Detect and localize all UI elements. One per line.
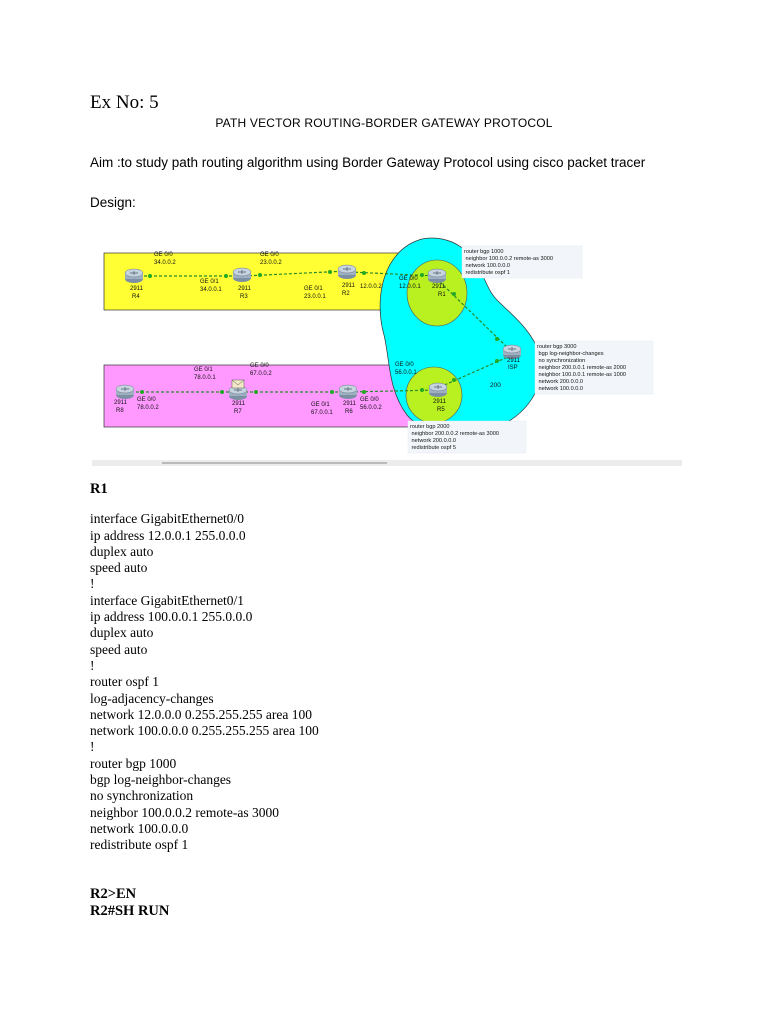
config-line: network 100.0.0.0 [90, 820, 189, 836]
config-line: no synchronization [90, 788, 194, 804]
config-line: ! [90, 657, 95, 673]
r1-heading: R1 [90, 481, 108, 497]
port-name: GE 0/1 [311, 402, 330, 408]
note-line: network 200.0.0.0 [537, 379, 584, 385]
port-dot [452, 292, 456, 296]
note-line: router bgp 2000 [410, 424, 450, 430]
note-line: redistribute ospf 5 [410, 445, 457, 451]
r2-commands [90, 886, 169, 920]
config-line: speed auto [90, 641, 148, 657]
port-dot [495, 359, 499, 363]
r1-config-lines [90, 511, 319, 853]
config-line: redistribute ospf 1 [90, 837, 189, 853]
config-line: bgp log-neighbor-changes [90, 772, 232, 788]
port-dot [148, 274, 152, 278]
port-dot [420, 273, 424, 277]
port-dot [254, 390, 258, 394]
config-line: duplex auto [90, 625, 154, 641]
port-dot [362, 271, 366, 275]
port-dot [452, 378, 456, 382]
router-name: R5 [437, 407, 445, 413]
r2-command-line: R2>EN [90, 886, 137, 902]
port-ip: 78.0.0.1 [194, 375, 216, 381]
note-line: network 200.0.0.0 [410, 438, 457, 444]
router-name: ISP [508, 365, 518, 371]
config-line: ip address 12.0.0.1 255.0.0.0 [90, 527, 246, 543]
as-label: 200 [490, 382, 501, 389]
port-dot [362, 390, 366, 394]
design-label: Design: [90, 195, 136, 210]
port-dot [495, 337, 499, 341]
router-name: R7 [234, 409, 242, 415]
port-dot [220, 390, 224, 394]
router-name: R8 [116, 408, 124, 414]
router-model: 2911 [232, 401, 245, 407]
port-name: GE 0/0 [360, 397, 379, 403]
router-model: 2911 [238, 286, 251, 292]
router-name: R6 [345, 409, 353, 415]
port-ip: 23.0.0.1 [304, 294, 326, 300]
config-line: log-adjacency-changes [90, 690, 214, 706]
config-line: ! [90, 576, 95, 592]
config-line: network 100.0.0.0 0.255.255.255 area 100 [90, 723, 319, 739]
note-line: router bgp 3000 [537, 344, 577, 350]
port-name: GE 0/0 [395, 362, 414, 368]
port-name: GE 0/0 [399, 276, 418, 282]
router-name: R1 [438, 292, 446, 298]
port-name: GE 0/0 [137, 397, 156, 403]
network-topology-diagram [92, 230, 682, 466]
note-line: bgp log-neighbor-changes [537, 351, 604, 357]
config-line: ! [90, 739, 95, 755]
port-name: GE 0/0 [250, 363, 269, 369]
port-ip: 67.0.0.2 [250, 371, 272, 377]
router-model: 2911 [114, 400, 127, 406]
port-name: GE 0/0 [154, 252, 173, 258]
router-name: R2 [342, 291, 350, 297]
port-dot [330, 390, 334, 394]
port-ip: 34.0.0.2 [154, 260, 176, 266]
note-line: neighbor 100.0.0.2 remote-as 3000 [464, 256, 553, 262]
exercise-number: Ex No: 5 [90, 92, 159, 113]
config-line: speed auto [90, 560, 148, 576]
config-line: ip address 100.0.0.1 255.0.0.0 [90, 609, 253, 625]
port-dot [224, 274, 228, 278]
isp-bgp-note [535, 341, 653, 394]
r5-bgp-note [408, 421, 526, 453]
router-model: 2911 [130, 286, 143, 292]
port-ip: 12.0.0.2 [360, 284, 382, 290]
port-ip: 67.0.0.1 [311, 410, 333, 416]
r2-command-line: R2#SH RUN [90, 903, 170, 919]
router-model: 2911 [507, 358, 520, 364]
router-model: 2911 [433, 399, 446, 405]
port-dot [258, 273, 262, 277]
r1-config-section [90, 481, 319, 854]
config-line: network 12.0.0.0 0.255.255.255 area 100 [90, 706, 312, 722]
note-line: neighbor 100.0.0.1 remote-as 1000 [537, 372, 626, 378]
router-model: 2911 [432, 284, 445, 290]
port-ip: 23.0.0.2 [260, 260, 282, 266]
port-dot [140, 390, 144, 394]
port-ip: 56.0.0.2 [360, 405, 382, 411]
config-line: neighbor 100.0.0.2 remote-as 3000 [90, 804, 279, 820]
note-line: neighbor 200.0.0.2 remote-as 3000 [410, 431, 499, 437]
note-line: no synchronization [537, 358, 586, 364]
port-ip: 12.0.0.1 [399, 284, 421, 290]
port-dot [420, 388, 424, 392]
port-label [360, 284, 382, 290]
document-title: PATH VECTOR ROUTING-BORDER GATEWAY PROTOCOL [215, 116, 553, 130]
note-line: redistribute ospf 1 [464, 270, 511, 276]
port-ip: 34.0.0.1 [200, 287, 222, 293]
r1-bgp-note [462, 246, 582, 278]
router-model: 2911 [343, 401, 356, 407]
port-name: GE 0/0 [260, 252, 279, 258]
config-line: router bgp 1000 [90, 755, 177, 771]
note-line: network 100.0.0.0 [537, 386, 584, 392]
config-line: duplex auto [90, 543, 154, 559]
port-name: GE 0/1 [200, 279, 219, 285]
config-line: interface GigabitEthernet0/1 [90, 592, 245, 608]
port-ip: 78.0.0.2 [137, 405, 159, 411]
router-model: 2911 [342, 283, 355, 289]
config-line: interface GigabitEthernet0/0 [90, 511, 245, 527]
router-name: R3 [240, 294, 248, 300]
port-name: GE 0/1 [304, 286, 323, 292]
note-line: neighbor 200.0.0.1 remote-as 2000 [537, 365, 626, 371]
note-line: router bgp 1000 [464, 249, 504, 255]
port-ip: 56.0.0.1 [395, 370, 417, 376]
config-line: router ospf 1 [90, 674, 159, 690]
note-line: network 100.0.0.0 [464, 263, 511, 269]
port-dot [328, 270, 332, 274]
aim-statement: Aim :to study path routing algorithm using Border Gateway Protocol using cisco packet tracer [90, 155, 646, 170]
router-name: R4 [132, 294, 140, 300]
port-name: GE 0/1 [194, 367, 213, 373]
